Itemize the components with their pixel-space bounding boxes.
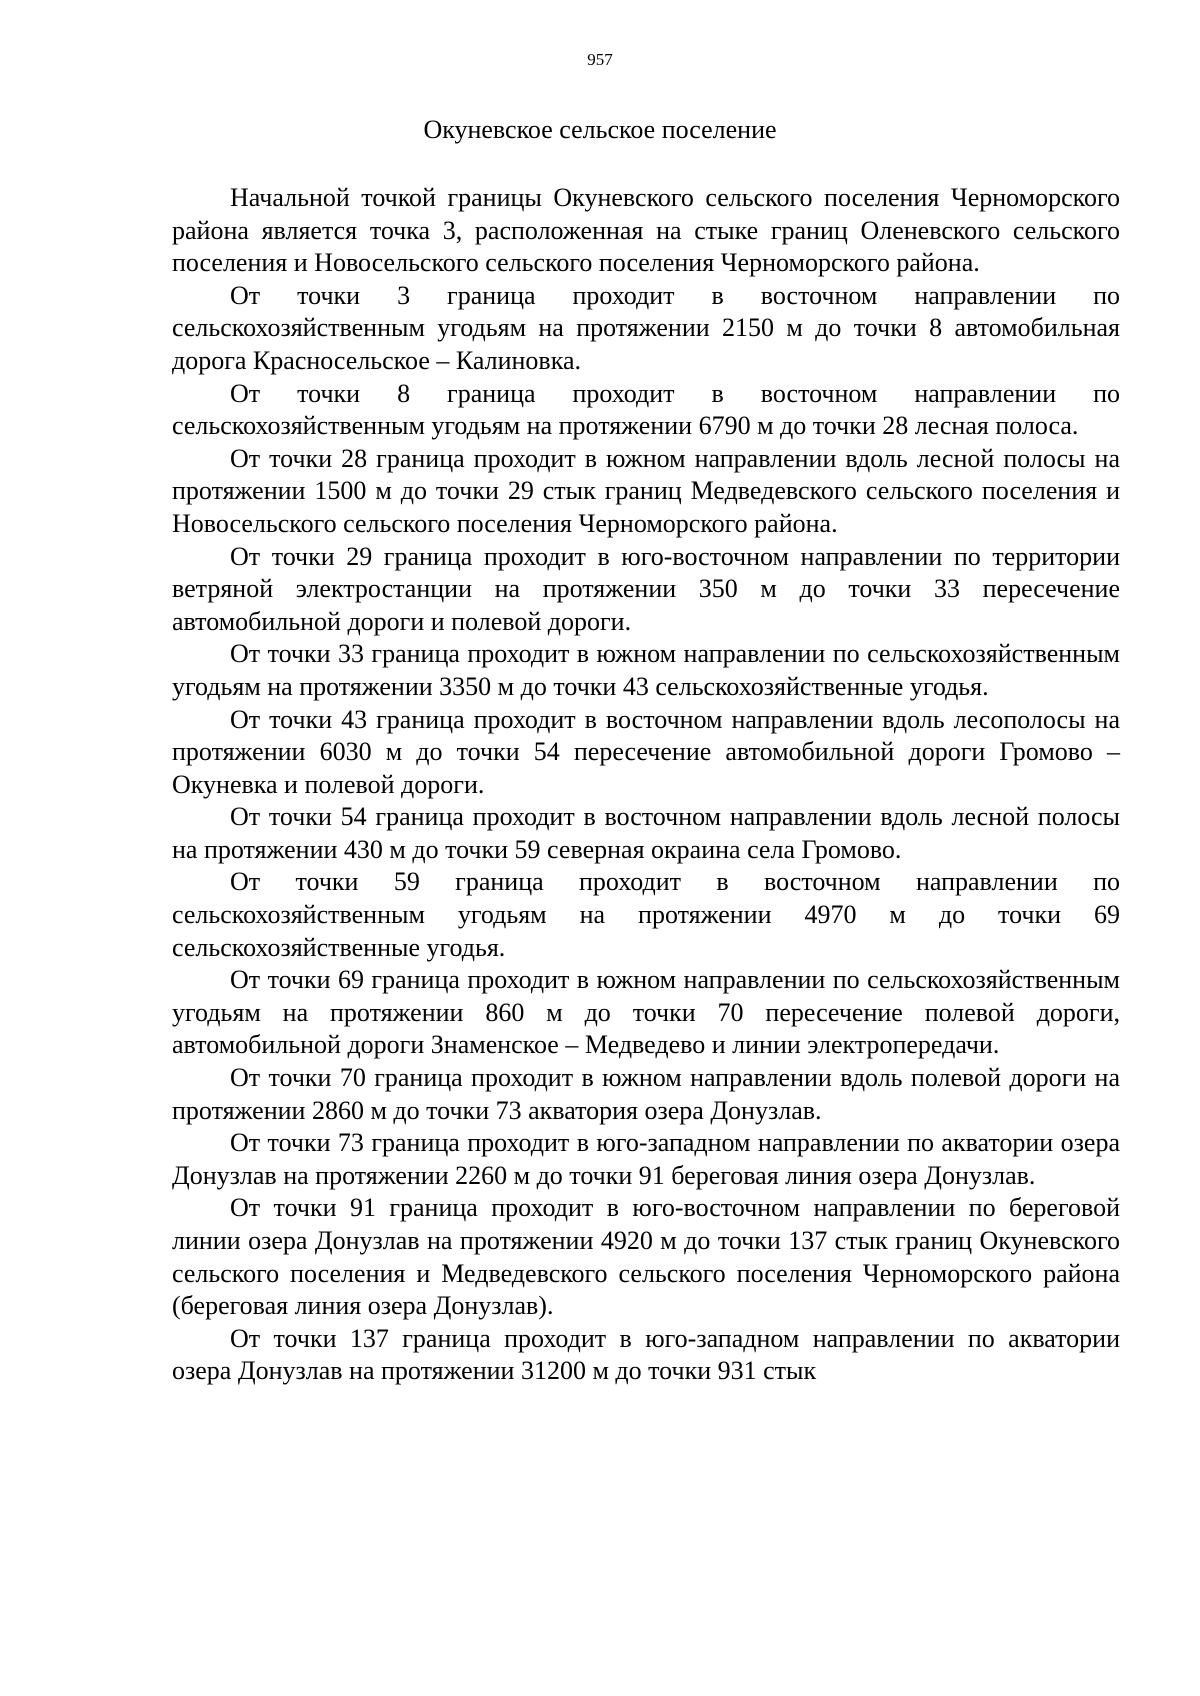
paragraph: От точки 70 граница проходит в южном направлении вдоль полевой дороги на протяжении 2860 м до точки 73 акватория озера Донузлав.: [172, 1063, 1120, 1125]
paragraph: От точки 59 граница проходит в восточном направлении по сельскохозяйственным угодьям на протяжении 4970 м до точки 69 сельскохозяйственные угодья.: [172, 867, 1120, 962]
paragraph: Начальной точкой границы Окуневского сельского поселения Черноморского района является точка 3, расположенная на стыке границ Оленевского сельского поселения и Новосельского сельского поселения Черноморского района.: [172, 183, 1120, 278]
paragraph: От точки 8 граница проходит в восточном направлении по сельскохозяйственным угодьям на протяжении 6790 м до точки 28 лесная полоса.: [172, 378, 1120, 441]
paragraph: От точки 54 граница проходит в восточном направлении вдоль лесной полосы на протяжении 430 м до точки 59 северная окраина села Громово.: [172, 802, 1120, 864]
paragraph: От точки 33 граница проходит в южном направлении по сельскохозяйственным угодьям на протяжении 3350 м до точки 43 сельскохозяйственные угодья.: [172, 639, 1120, 701]
document-body: [172, 182, 1120, 1388]
paragraph: От точки 73 граница проходит в юго-западном направлении по акватории озера Донузлав на протяжении 2260 м до точки 91 береговая линия озера Донузлав.: [172, 1128, 1120, 1190]
paragraph: От точки 3 граница проходит в восточном направлении по сельскохозяйственным угодьям на протяжении 2150 м до точки 8 автомобильная дорога Красносельское – Калиновка.: [172, 280, 1120, 375]
paragraph: От точки 91 граница проходит в юго-восточном направлении по береговой линии озера Донузлав на протяжении 4920 м до точки 137 стык границ Окуневского сельского поселения и Медведевского сельского поселения Черноморского района (береговая линия озера Донузлав).: [172, 1193, 1120, 1321]
paragraph: От точки 43 граница проходит в восточном направлении вдоль лесополосы на протяжении 6030 м до точки 54 пересечение автомобильной дороги Громово – Окуневка и полевой дороги.: [172, 704, 1120, 799]
paragraph: От точки 137 граница проходит в юго-западном направлении по акватории озера Донузлав на протяжении 31200 м до точки 931 стык: [172, 1323, 1120, 1386]
page-number: 957: [587, 50, 613, 69]
paragraph: От точки 69 граница проходит в южном направлении по сельскохозяйственным угодьям на протяжении 860 м до точки 70 пересечение полевой дороги, автомобильной дороги Знаменское – Медведево и линии электропередачи.: [172, 965, 1120, 1060]
paragraph: От точки 29 граница проходит в юго-восточном направлении по территории ветряной электростанции на протяжении 350 м до точки 33 пересечение автомобильной дороги и полевой дороги.: [172, 541, 1120, 636]
section-heading: Окуневское сельское поселение: [423, 115, 777, 144]
paragraph: От точки 28 граница проходит в южном направлении вдоль лесной полосы на протяжении 1500 м до точки 29 стык границ Медведевского сельского поселения и Новосельского сельского поселения Черноморского района.: [172, 443, 1120, 538]
